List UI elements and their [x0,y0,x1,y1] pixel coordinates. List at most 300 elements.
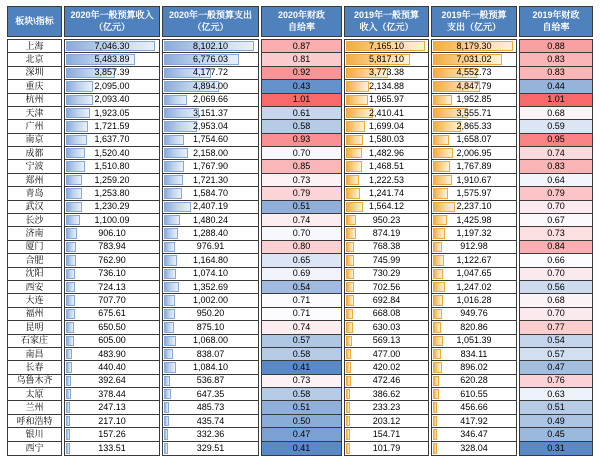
blue-data-bar [164,95,187,105]
value-cell-expense-2019: 1,575.97 [432,187,516,200]
ratio-cell-ratio-2020: 0.74 [262,214,341,227]
blue-data-bar [164,148,188,158]
value-cell-expense-2020: 3,151.37 [163,107,258,120]
ratio-cell-ratio-2019: 0.83 [520,160,592,173]
value-cell-income-2020: 783.94 [65,241,159,254]
gold-data-bar [433,309,442,319]
city-cell: 南京 [8,134,61,147]
gold-data-bar [433,429,437,439]
column-header-city: 板块\指标 [7,6,62,37]
blue-data-bar [66,362,72,372]
value-cell-income-2019: 1,965.97 [345,94,428,107]
value-cell-expense-2020: 838.07 [163,348,258,361]
blue-data-bar [66,228,77,238]
gold-data-bar [346,402,350,412]
blue-data-bar [66,161,85,171]
value-cell-income-2020: 906.10 [65,227,159,240]
value-cell-expense-2019: 949.76 [432,308,516,321]
value-cell-expense-2019: 346.47 [432,428,516,441]
blue-data-bar [66,121,88,131]
blue-data-bar [66,188,82,198]
value-cell-income-2020: 1,230.29 [65,201,159,214]
gold-data-bar [346,336,352,346]
value-cell-income-2020: 675.61 [65,308,159,321]
ratio-cell-ratio-2020: 0.58 [262,120,341,133]
table-column-ratio-2020 [261,6,342,456]
gold-data-bar [346,215,356,225]
value-cell-income-2020: 1,510.80 [65,160,159,173]
gold-data-bar [346,349,351,359]
ratio-cell-ratio-2020: 0.87 [262,40,341,53]
column-body-expense-2019 [431,39,517,456]
gold-data-bar [433,255,444,265]
value-cell-income-2019: 569.13 [345,335,428,348]
value-cell-expense-2019: 4,552.73 [432,67,516,80]
value-cell-expense-2020: 1,754.60 [163,134,258,147]
value-cell-income-2020: 724.13 [65,281,159,294]
value-cell-income-2019: 420.02 [345,361,428,374]
gold-data-bar [433,161,450,171]
blue-data-bar [164,202,191,212]
value-cell-income-2019: 1,241.74 [345,187,428,200]
gold-data-bar [433,389,439,399]
value-cell-income-2019: 5,817.10 [345,53,428,66]
city-cell: 西宁 [25,442,44,453]
column-body-expense-2020 [162,39,259,456]
city-cell: 杭州 [8,94,61,107]
ratio-cell-ratio-2019: 0.57 [520,348,592,361]
value-cell-expense-2019: 7,031.02 [432,53,516,66]
blue-data-bar [66,416,70,426]
blue-data-bar [66,108,90,118]
blue-data-bar [66,255,76,265]
gold-data-bar [433,175,452,185]
ratio-cell-ratio-2019: 0.59 [520,120,592,133]
blue-data-bar [66,215,80,225]
value-cell-expense-2019: 2,006.95 [432,147,516,160]
city-cell: 北京 [8,53,61,66]
gold-data-bar [433,202,455,212]
column-header-income-2019: 2019年一般预算 收入（亿元） [344,6,429,37]
ratio-cell-ratio-2019: 0.47 [520,361,592,374]
value-cell-expense-2020: 6,776.03 [163,53,258,66]
value-cell-expense-2020: 1,288.40 [163,227,258,240]
city-cell: 长沙 [8,214,61,227]
gold-data-bar [346,322,353,332]
ratio-cell-ratio-2019: 0.68 [520,107,592,120]
ratio-cell-ratio-2020: 0.58 [262,388,341,401]
value-cell-expense-2019: 834.11 [432,348,516,361]
value-cell-expense-2020: 8,102.10 [163,40,258,53]
city-cell: 太原 [8,388,61,401]
value-cell-expense-2020: 2,069.66 [163,94,258,107]
ratio-cell-ratio-2019: 0.44 [520,80,592,93]
ratio-cell-ratio-2020: 0.47 [262,428,341,441]
value-cell-expense-2020: 2,407.19 [163,201,258,214]
blue-data-bar [66,402,70,412]
value-cell-income-2019: 702.56 [345,281,428,294]
value-cell-expense-2019: 610.55 [432,388,516,401]
ratio-cell-ratio-2019: 0.45 [520,428,592,441]
gold-data-bar [346,255,354,265]
gold-data-bar [346,81,369,91]
city-cell: 济南 [8,227,61,240]
city-cell: 乌鲁木齐 [8,375,61,388]
value-cell-income-2020: 247.13 [65,401,159,414]
value-cell-expense-2019: 1,197.32 [432,227,516,240]
blue-data-bar [164,349,173,359]
ratio-cell-ratio-2019: 0.76 [520,375,592,388]
value-cell-income-2020: 440.40 [65,361,159,374]
value-cell-income-2020: 762.90 [65,254,159,267]
ratio-cell-ratio-2019: 0.56 [520,281,592,294]
blue-data-bar [66,135,87,145]
city-cell: 兰州 [8,401,61,414]
table-column-income-2019 [344,6,429,456]
value-cell-expense-2020: 950.20 [163,308,258,321]
value-cell-income-2020: 1,259.20 [65,174,159,187]
value-cell-income-2020: 5,483.89 [65,53,159,66]
blue-data-bar [66,336,74,346]
value-cell-expense-2020: 647.35 [163,388,258,401]
gold-data-bar [433,416,437,426]
city-cell: 长春 [8,361,61,374]
value-cell-expense-2020: 875.10 [163,321,258,334]
value-cell-income-2020: 1,721.59 [65,120,159,133]
value-cell-income-2019: 745.99 [345,254,428,267]
blue-data-bar [66,242,76,252]
city-cell: 呼和浩特 [8,415,61,428]
city-cell: 南昌 [8,348,61,361]
blue-data-bar [164,135,184,145]
gold-data-bar [346,282,354,292]
gold-data-bar [346,228,356,238]
table-column-city [7,6,62,456]
gold-data-bar [346,362,351,372]
city-cell: 宁波 [8,160,61,173]
value-cell-expense-2020: 1,002.00 [163,294,258,307]
value-cell-income-2019: 477.00 [345,348,428,361]
table-column-income-2020 [64,6,160,456]
value-cell-income-2020: 707.70 [65,294,159,307]
ratio-cell-ratio-2019: 0.84 [520,241,592,254]
value-cell-expense-2019: 2,237.10 [432,201,516,214]
value-cell-expense-2019: 820.86 [432,321,516,334]
value-cell-income-2019: 233.23 [345,401,428,414]
column-header-income-2020: 2020年一般预算收入 （亿元） [64,6,160,37]
value-cell-expense-2020: 2,158.00 [163,147,258,160]
ratio-cell-ratio-2020: 0.85 [262,160,341,173]
gold-data-bar [433,322,441,332]
value-cell-expense-2020: 1,584.70 [163,187,258,200]
value-cell-expense-2020: 329.51 [163,442,258,455]
ratio-cell-ratio-2019: 0.83 [520,53,592,66]
column-body-city [7,39,62,456]
ratio-cell-ratio-2019: 0.79 [520,187,592,200]
blue-data-bar [66,429,70,439]
value-cell-income-2019: 730.29 [345,268,428,281]
column-body-ratio-2019 [519,39,593,456]
ratio-cell-ratio-2020: 0.51 [262,201,341,214]
blue-data-bar [164,443,168,454]
ratio-cell-ratio-2019: 0.51 [520,401,592,414]
value-cell-expense-2019: 1,016.28 [432,294,516,307]
blue-data-bar [164,429,168,439]
table-column-ratio-2019 [519,6,593,456]
gold-data-bar [433,148,453,158]
gold-data-bar [346,148,362,158]
ratio-cell-ratio-2020: 0.41 [262,442,341,455]
ratio-cell-ratio-2020: 0.50 [262,415,341,428]
value-cell-expense-2020: 1,352.69 [163,281,258,294]
ratio-cell-ratio-2020: 0.43 [262,80,341,93]
value-cell-income-2020: 1,923.05 [65,107,159,120]
value-cell-income-2020: 133.51 [65,442,159,455]
value-cell-expense-2019: 1,247.02 [432,281,516,294]
blue-data-bar [66,389,71,399]
blue-data-bar [66,269,75,279]
column-body-income-2019 [344,39,429,456]
gold-data-bar [346,269,354,279]
city-cell: 西安 [8,281,61,294]
value-cell-income-2019: 768.38 [345,241,428,254]
column-body-ratio-2020 [261,39,342,456]
ratio-cell-ratio-2019: 0.74 [520,147,592,160]
ratio-cell-ratio-2020: 0.69 [262,268,341,281]
blue-data-bar [164,269,176,279]
blue-data-bar [164,228,178,238]
blue-data-bar [164,255,177,265]
gold-data-bar [346,175,359,185]
ratio-cell-ratio-2020: 0.73 [262,174,341,187]
ratio-cell-ratio-2020: 0.71 [262,294,341,307]
ratio-cell-ratio-2019: 0.83 [520,67,592,80]
value-cell-income-2020: 1,253.80 [65,187,159,200]
table-column-expense-2020 [162,6,259,456]
blue-data-bar [66,443,70,454]
value-cell-expense-2020: 4,894.00 [163,80,258,93]
value-cell-income-2020: 736.10 [65,268,159,281]
ratio-cell-ratio-2020: 0.57 [262,335,341,348]
column-header-expense-2020: 2020年一般预算支出 （亿元） [162,6,259,37]
value-cell-income-2020: 1,520.40 [65,147,159,160]
ratio-cell-ratio-2019: 0.66 [520,254,592,267]
column-header-expense-2019: 2019年一般预算 支出（亿元） [431,6,517,37]
value-cell-income-2020: 157.26 [65,428,159,441]
blue-data-bar [164,322,174,332]
ratio-cell-ratio-2020: 1.01 [262,94,341,107]
city-cell: 天津 [8,107,61,120]
blue-data-bar [66,376,71,386]
gold-data-bar [433,242,442,252]
gold-data-bar [346,188,360,198]
value-cell-income-2019: 2,410.41 [345,107,428,120]
gold-data-bar [433,95,452,105]
blue-data-bar [164,215,180,225]
value-cell-income-2019: 2,134.88 [345,80,428,93]
ratio-cell-ratio-2019: 0.63 [520,388,592,401]
city-cell: 福州 [8,308,61,321]
value-cell-expense-2020: 1,084.10 [163,361,258,374]
gold-data-bar [346,161,362,171]
ratio-cell-ratio-2019: 0.70 [520,268,592,281]
city-cell: 沈阳 [8,268,61,281]
gold-data-bar [346,309,353,319]
column-body-income-2020 [64,39,160,456]
city-cell: 郑州 [8,174,61,187]
gold-data-bar [433,282,445,292]
blue-data-bar [164,402,169,412]
value-cell-income-2019: 1,580.03 [345,134,428,147]
gold-data-bar [433,349,441,359]
gold-data-bar [346,121,365,131]
ratio-cell-ratio-2020: 0.81 [262,53,341,66]
city-cell: 石家庄 [8,335,61,348]
value-cell-income-2019: 7,165.10 [345,40,428,53]
ratio-cell-ratio-2020: 0.74 [262,321,341,334]
value-cell-expense-2020: 976.91 [163,241,258,254]
ratio-cell-ratio-2020: 0.92 [262,67,341,80]
column-header-ratio-2019: 2019年财政 自给率 [519,6,593,37]
value-cell-income-2019: 1,699.04 [345,120,428,133]
gold-data-bar [346,416,350,426]
value-cell-expense-2020: 4,177.72 [163,67,258,80]
value-cell-expense-2019: 1,767.89 [432,160,516,173]
value-cell-expense-2019: 328.04 [432,442,516,455]
blue-data-bar [164,336,176,346]
value-cell-expense-2020: 435.74 [163,415,258,428]
city-cell: 成都 [8,147,61,160]
value-cell-expense-2019: 1,658.07 [432,134,516,147]
value-cell-income-2019: 1,482.96 [345,147,428,160]
city-cell: 厦门 [8,241,61,254]
gold-data-bar [346,429,350,439]
value-cell-income-2019: 3,773.38 [345,67,428,80]
value-cell-expense-2019: 2,865.33 [432,120,516,133]
value-cell-expense-2020: 1,164.80 [163,254,258,267]
blue-data-bar [164,242,175,252]
gold-data-bar [433,215,447,225]
city-cell: 深圳 [8,67,61,80]
blue-data-bar [66,81,93,91]
value-cell-income-2019: 630.03 [345,321,428,334]
blue-data-bar [164,389,171,399]
blue-data-bar [66,202,82,212]
value-cell-expense-2020: 1,074.10 [163,268,258,281]
value-cell-expense-2020: 485.73 [163,401,258,414]
blue-data-bar [66,175,82,185]
blue-data-bar [66,282,75,292]
ratio-cell-ratio-2020: 0.51 [262,401,341,414]
gold-data-bar [433,362,442,372]
value-cell-expense-2020: 332.36 [163,428,258,441]
value-cell-income-2020: 1,637.70 [65,134,159,147]
blue-data-bar [66,295,75,305]
gold-data-bar [433,402,437,412]
blue-data-bar [66,349,72,359]
gold-data-bar [346,443,350,454]
value-cell-expense-2019: 1,122.67 [432,254,516,267]
value-cell-income-2019: 874.19 [345,227,428,240]
ratio-cell-ratio-2019: 0.70 [520,201,592,214]
ratio-cell-ratio-2019: 0.49 [520,415,592,428]
value-cell-expense-2019: 3,555.71 [432,107,516,120]
value-cell-income-2019: 668.08 [345,308,428,321]
blue-data-bar [164,362,176,372]
city-cell: 上海 [8,40,61,53]
value-cell-expense-2019: 4,847.79 [432,80,516,93]
value-cell-expense-2020: 536.87 [163,375,258,388]
ratio-cell-ratio-2019: 1.01 [520,94,592,107]
gold-data-bar [346,242,354,252]
city-cell: 昆明 [8,321,61,334]
value-cell-income-2019: 101.79 [345,442,428,455]
gold-data-bar [346,295,354,305]
value-cell-expense-2019: 456.66 [432,401,516,414]
table-column-expense-2019 [431,6,517,456]
ratio-cell-ratio-2020: 0.54 [262,281,341,294]
gold-data-bar [346,95,368,105]
blue-data-bar [164,309,175,319]
gold-data-bar [433,336,443,346]
blue-data-bar [164,175,183,185]
ratio-cell-ratio-2020: 0.71 [262,308,341,321]
value-cell-expense-2019: 1,910.67 [432,174,516,187]
city-cell: 广州 [8,120,61,133]
blue-data-bar [164,188,182,198]
gold-data-bar [433,269,443,279]
value-cell-income-2020: 650.50 [65,321,159,334]
value-cell-income-2019: 154.71 [345,428,428,441]
blue-data-bar [164,295,175,305]
blue-data-bar [66,95,93,105]
ratio-cell-ratio-2019: 0.54 [520,335,592,348]
value-cell-expense-2019: 1,047.65 [432,268,516,281]
city-cell: 银川 [8,428,61,441]
ratio-cell-ratio-2019: 0.77 [520,321,592,334]
gold-data-bar [433,188,448,198]
value-cell-expense-2019: 620.28 [432,375,516,388]
value-cell-expense-2019: 1,952.85 [432,94,516,107]
value-cell-income-2020: 1,100.09 [65,214,159,227]
value-cell-expense-2019: 417.92 [432,415,516,428]
value-cell-income-2019: 386.62 [345,388,428,401]
value-cell-income-2019: 1,468.51 [345,160,428,173]
value-cell-income-2020: 217.10 [65,415,159,428]
value-cell-expense-2019: 8,179.30 [432,40,516,53]
ratio-cell-ratio-2019: 0.68 [520,294,592,307]
value-cell-income-2020: 3,857.39 [65,67,159,80]
ratio-cell-ratio-2020: 0.73 [262,375,341,388]
value-cell-income-2020: 2,093.40 [65,94,159,107]
blue-data-bar [164,161,184,171]
value-cell-income-2019: 950.23 [345,214,428,227]
ratio-cell-ratio-2019: 0.67 [520,214,592,227]
city-cell: 武汉 [8,201,61,214]
blue-data-bar [164,416,169,426]
ratio-cell-ratio-2019: 0.31 [520,442,592,455]
ratio-cell-ratio-2020: 0.70 [262,147,341,160]
value-cell-income-2019: 1,564.12 [345,201,428,214]
ratio-cell-ratio-2020: 0.70 [262,227,341,240]
gold-data-bar [346,202,363,212]
blue-data-bar [164,282,179,292]
ratio-cell-ratio-2019: 0.64 [520,174,592,187]
gold-data-bar [433,376,439,386]
city-cell: 合肥 [8,254,61,267]
value-cell-income-2019: 472.46 [345,375,428,388]
value-cell-income-2020: 7,046.30 [65,40,159,53]
